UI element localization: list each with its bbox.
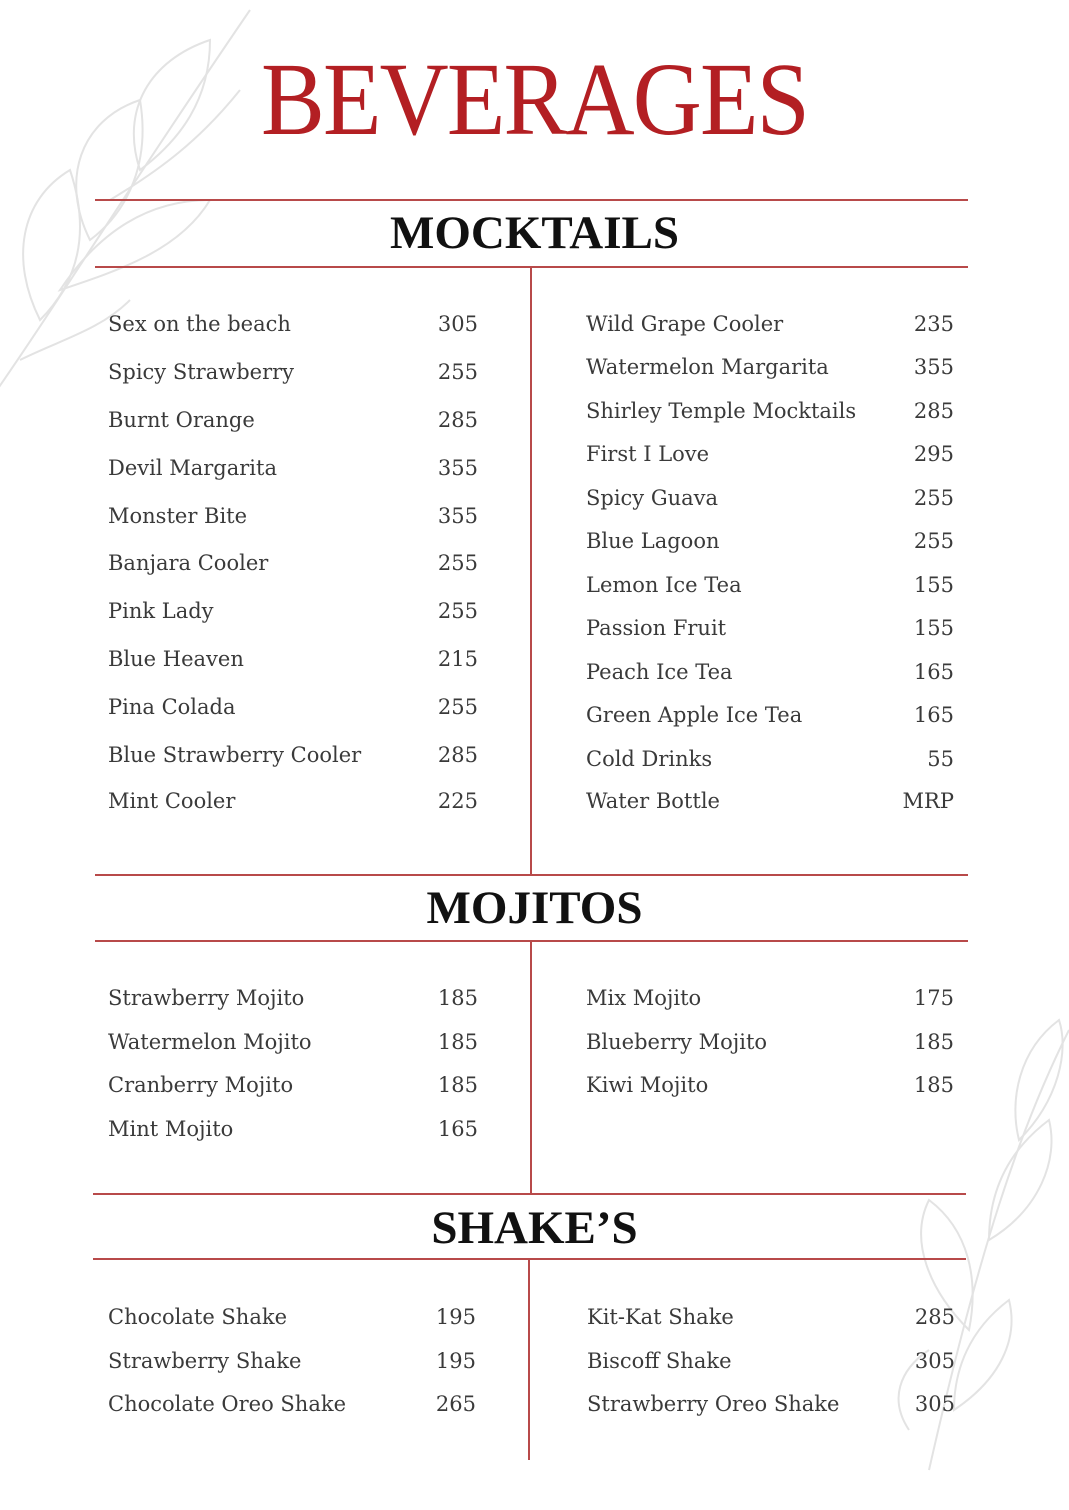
menu-item [586,352,954,382]
menu-item [587,1302,955,1332]
item-name: Strawberry Shake [108,1349,302,1373]
item-name: Kit-Kat Shake [587,1305,734,1329]
item-price: 255 [913,486,954,510]
page-title: BEVERAGES [261,42,808,157]
menu-item [586,983,954,1013]
menu-item [108,1302,476,1332]
item-name: Strawberry Mojito [108,986,305,1010]
item-name: Blue Heaven [108,647,244,671]
menu-item [587,1346,955,1376]
item-name: Watermelon Margarita [586,355,829,379]
menu-item [586,309,954,339]
item-price: 235 [913,312,954,336]
item-name: Cold Drinks [586,747,713,771]
divider [93,1193,966,1195]
menu-item [108,548,478,578]
menu-item [108,405,478,435]
item-price: 165 [913,703,954,727]
item-name: Watermelon Mojito [108,1030,312,1054]
item-name: Pina Colada [108,695,236,719]
column-divider [530,268,532,874]
section-title-shakes: SHAKE’S [431,1202,638,1254]
menu-item [586,1070,954,1100]
item-price: 195 [435,1305,476,1329]
item-price: 355 [437,504,478,528]
item-price: 185 [913,1073,954,1097]
item-name: Mix Mojito [586,986,702,1010]
item-name: Blue Strawberry Cooler [108,743,362,767]
item-name: Biscoff Shake [587,1349,732,1373]
item-price: 185 [913,1030,954,1054]
item-name: Banjara Cooler [108,551,269,575]
item-name: Spicy Guava [586,486,719,510]
item-name: Devil Margarita [108,456,277,480]
section-title-mojitos: MOJITOS [426,882,643,934]
menu-item [586,526,954,556]
item-price: 195 [435,1349,476,1373]
item-name: Chocolate Oreo Shake [108,1392,347,1416]
item-price: 165 [913,660,954,684]
item-name: Lemon Ice Tea [586,573,742,597]
item-price: 285 [437,743,478,767]
menu-item [108,357,478,387]
item-price: 285 [437,408,478,432]
section-title-mocktails: MOCKTAILS [390,207,679,259]
divider [95,199,968,201]
menu-item [586,570,954,600]
menu-item [108,692,478,722]
column-divider [528,1260,530,1460]
item-price: 285 [913,399,954,423]
menu-item [586,744,954,774]
item-price: 185 [437,1030,478,1054]
item-price: 265 [435,1392,476,1416]
menu-item [108,983,478,1013]
menu-item [586,396,954,426]
menu-item [108,740,478,770]
item-price: 155 [913,616,954,640]
item-price: 355 [437,456,478,480]
item-price: 255 [913,529,954,553]
item-name: Mint Mojito [108,1117,234,1141]
item-name: Burnt Orange [108,408,255,432]
menu-item [108,453,478,483]
item-price: 305 [914,1349,955,1373]
item-price: 155 [913,573,954,597]
item-name: Green Apple Ice Tea [586,703,803,727]
item-price: 165 [437,1117,478,1141]
item-price: 295 [913,442,954,466]
item-price: 255 [437,599,478,623]
item-price: 225 [437,789,478,813]
menu-item [108,309,478,339]
item-price: 185 [437,986,478,1010]
item-name: Chocolate Shake [108,1305,288,1329]
menu-item [108,596,478,626]
item-price: 255 [437,360,478,384]
menu-item [586,657,954,687]
item-price: MRP [902,789,954,813]
menu-item [586,483,954,513]
item-price: 55 [927,747,954,771]
menu-item [586,700,954,730]
item-price: 285 [914,1305,955,1329]
item-name: Wild Grape Cooler [586,312,784,336]
item-name: Passion Fruit [586,616,727,640]
item-price: 255 [437,551,478,575]
item-price: 305 [437,312,478,336]
column-divider [530,942,532,1193]
item-name: Peach Ice Tea [586,660,733,684]
item-price: 305 [914,1392,955,1416]
menu-item [586,439,954,469]
item-name: Monster Bite [108,504,248,528]
menu-item [587,1389,955,1419]
item-name: Mint Cooler [108,789,236,813]
item-name: Blueberry Mojito [586,1030,768,1054]
item-name: Water Bottle [586,789,720,813]
item-price: 185 [437,1073,478,1097]
menu-item [108,786,478,816]
item-price: 175 [913,986,954,1010]
item-price: 215 [437,647,478,671]
menu-item [586,613,954,643]
item-price: 255 [437,695,478,719]
menu-item [108,1070,478,1100]
item-name: Sex on the beach [108,312,291,336]
item-name: Spicy Strawberry [108,360,295,384]
divider [95,874,968,876]
menu-item [108,1389,476,1419]
item-name: Kiwi Mojito [586,1073,709,1097]
menu-item [108,1027,478,1057]
menu-item [586,786,954,816]
menu-item [108,501,478,531]
item-price: 355 [913,355,954,379]
item-name: Pink Lady [108,599,214,623]
menu-item [108,644,478,674]
menu-item [586,1027,954,1057]
item-name: Strawberry Oreo Shake [587,1392,840,1416]
item-name: Cranberry Mojito [108,1073,294,1097]
menu-item [108,1114,478,1144]
menu-item [108,1346,476,1376]
item-name: Shirley Temple Mocktails [586,399,857,423]
item-name: First I Love [586,442,710,466]
item-name: Blue Lagoon [586,529,720,553]
